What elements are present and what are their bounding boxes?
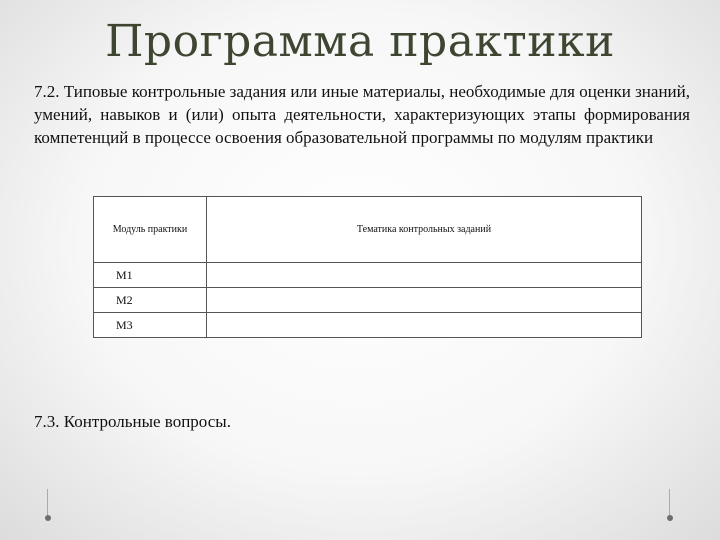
module-cell: М2: [94, 288, 207, 313]
column-header-topic: Тематика контрольных заданий: [207, 197, 642, 263]
section-7-3-text: 7.3. Контрольные вопросы.: [34, 412, 231, 431]
decorative-line-left: [47, 489, 48, 515]
topic-cell: [207, 288, 642, 313]
page-title: Программа практики: [105, 16, 615, 67]
table-row: [94, 313, 642, 338]
topic-cell: [207, 263, 642, 288]
decorative-line-right: [669, 489, 670, 515]
table-header-row: [94, 197, 642, 263]
module-cell: М3: [94, 313, 207, 338]
module-cell: М1: [94, 263, 207, 288]
table-row: [94, 263, 642, 288]
decorative-dot-left: [45, 515, 51, 521]
topic-cell: [207, 313, 642, 338]
column-header-module: Модуль практики: [94, 197, 207, 263]
modules-table: [93, 196, 642, 338]
section-7-2-text: 7.2. Типовые контрольные задания или иные материалы, необходимые для оценки знаний, умений, навыков и (или) опыта деятельности, характеризующих этапы формирования компетенций в процессе освоения образовательной программы по модулям практики: [34, 82, 690, 147]
decorative-dot-right: [667, 515, 673, 521]
table-row: [94, 288, 642, 313]
